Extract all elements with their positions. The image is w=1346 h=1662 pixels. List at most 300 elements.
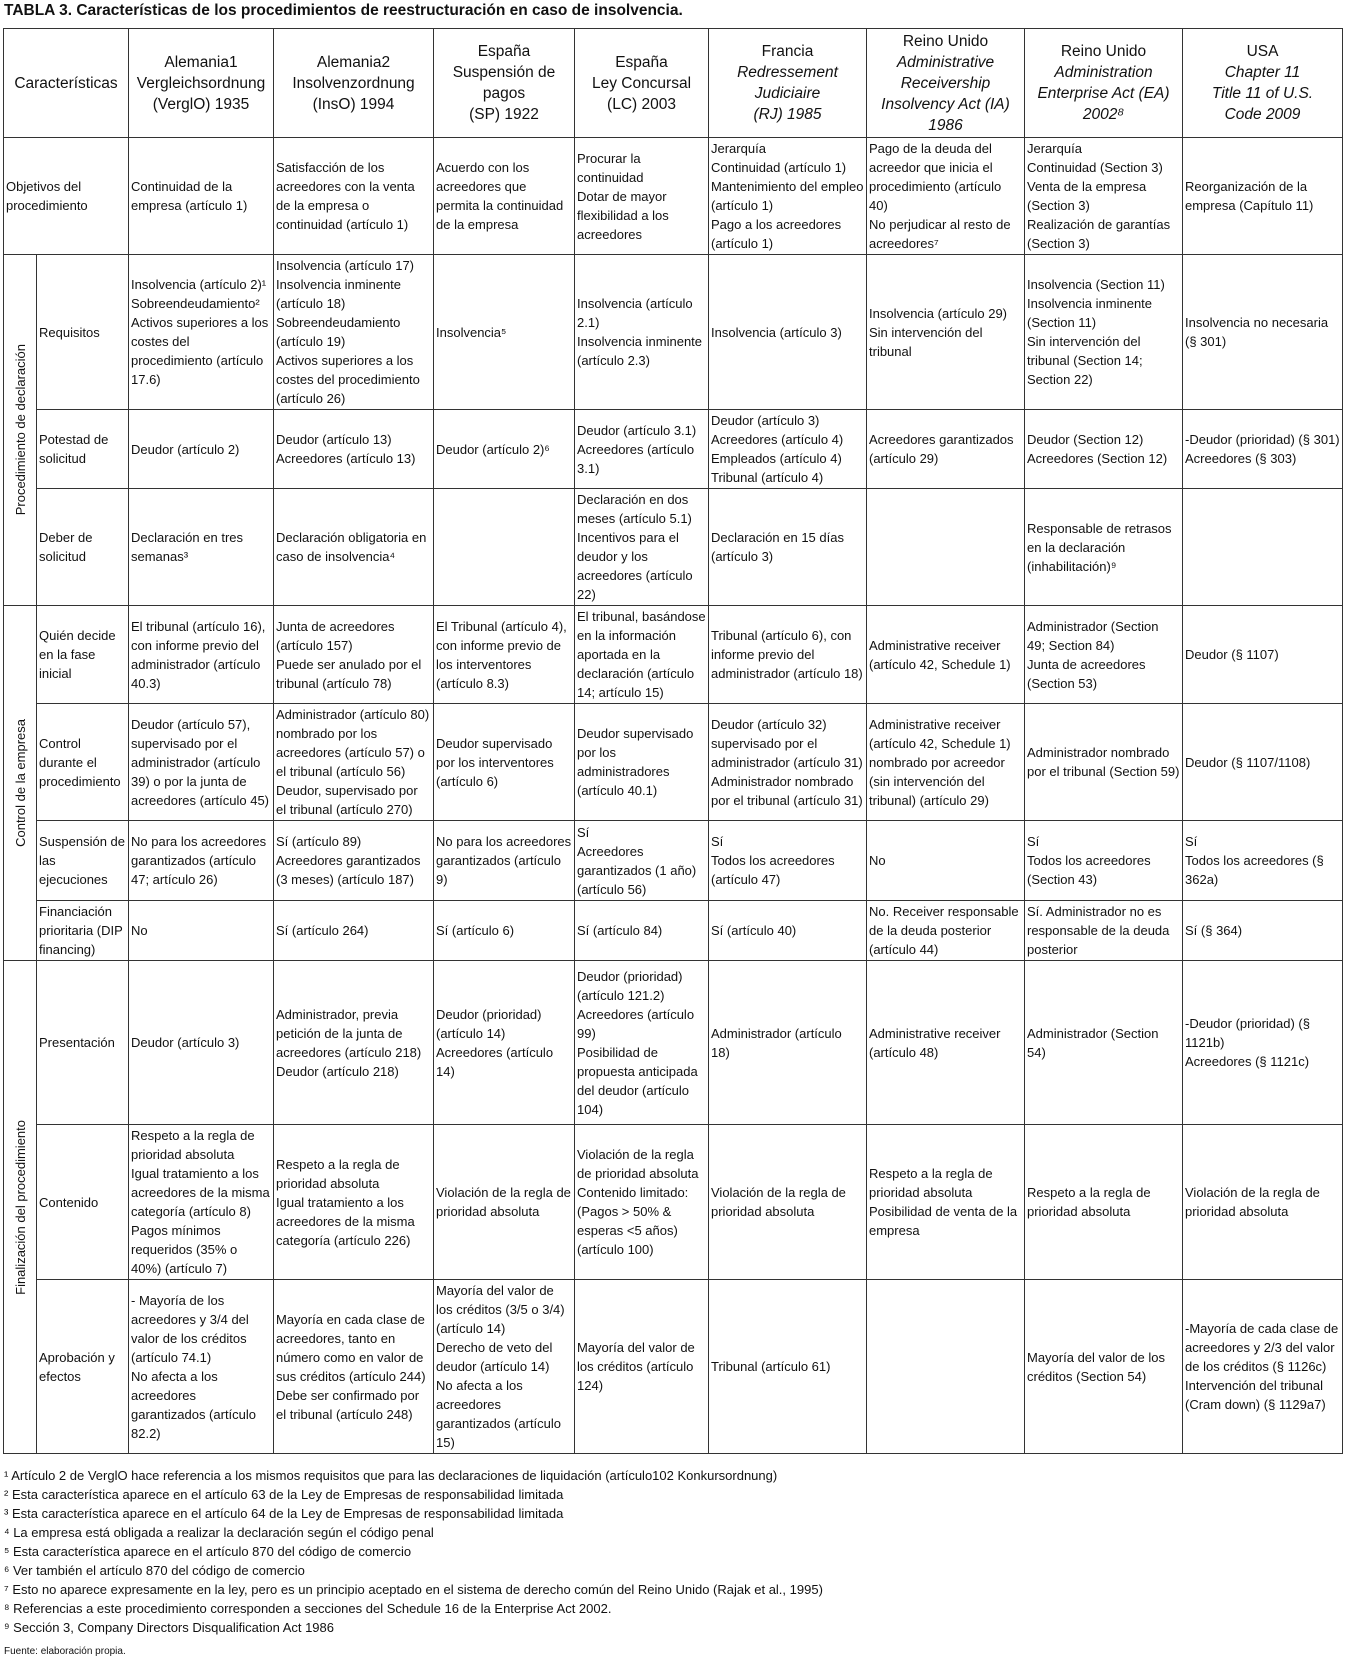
cell-line: Sin intervención del tribunal	[869, 324, 983, 359]
header-line: Francia	[761, 43, 814, 60]
footnote: ³ Esta característica aparece en el artículo 64 de la Ley de Empresas de responsabilidad limitada	[4, 1506, 564, 1521]
cell-line: Contenido limitado: (Pagos > 50% & esperas <5 años) (artículo 100)	[577, 1185, 689, 1257]
cell-line: Administrador, previa petición de la junta de acreedores (artículo 218)	[276, 1006, 422, 1060]
cell-line: Deudor (prioridad) (artículo 121.2)	[577, 968, 683, 1003]
cell-line: Continuidad de la empresa (artículo 1)	[131, 179, 248, 213]
header-col-1	[129, 29, 274, 138]
cell-line: Sí. Administrador no es responsable de la deuda posterior	[1027, 904, 1170, 957]
cell-line: Puede ser anulado por el tribunal (artículo 78)	[276, 656, 422, 691]
table-cell	[575, 704, 709, 821]
cell-line: Deudor (artículo 13)	[276, 432, 392, 447]
table-cell	[274, 606, 434, 704]
header-line: pagos	[482, 85, 526, 102]
table-cell	[129, 821, 274, 901]
table-cell	[1183, 821, 1343, 901]
cell-line: El Tribunal (artículo 4), con informe previo de los interventores (artículo 8.3)	[436, 618, 567, 691]
table-cell	[129, 901, 274, 961]
table-cell	[1183, 606, 1343, 704]
table-cell	[434, 821, 575, 901]
table-cell	[274, 410, 434, 489]
table-cell	[867, 1125, 1025, 1280]
cell-line: Activos superiores a los costes del procedimiento (artículo 26)	[276, 353, 420, 406]
cell-line: Jerarquía	[1027, 141, 1082, 156]
table-cell	[274, 961, 434, 1125]
table-cell	[709, 1280, 867, 1454]
table-cell	[1025, 606, 1183, 704]
header-line: España	[477, 43, 531, 60]
row-label: Control durante el procedimiento	[37, 704, 129, 821]
cell-line: Violación de la regla de prioridad absoluta	[577, 1147, 699, 1181]
cell-line: Pago a los acreedores (artículo 1)	[711, 217, 842, 251]
table-cell	[709, 606, 867, 704]
table-cell	[129, 138, 274, 255]
table-cell	[1183, 489, 1343, 606]
cell-line: Deudor (artículo 3)	[131, 1035, 240, 1050]
table-row	[4, 255, 1343, 410]
table-cell	[575, 821, 709, 901]
header-line: (VerglO) 1935	[152, 95, 250, 113]
table-cell	[867, 821, 1025, 901]
cell-line: Insolvencia (artículo 2.1)	[577, 296, 693, 330]
cell-line: Insolvencia inminente (artículo 18)	[276, 277, 402, 311]
table-cell	[575, 138, 709, 255]
cell-line: Empleados (artículo 4)	[711, 451, 842, 466]
cell-line: Tribunal (artículo 61)	[711, 1359, 831, 1374]
header-line: Alemania1	[164, 53, 238, 71]
table-cell	[709, 255, 867, 410]
row-label: Presentación	[37, 961, 129, 1125]
cell-line: Deudor (artículo 3)	[711, 413, 820, 428]
table-cell	[1025, 255, 1183, 410]
table-cell	[274, 821, 434, 901]
table-cell	[575, 410, 709, 489]
cell-line: Sí (artículo 89)	[276, 834, 362, 849]
cell-line: -Deudor (prioridad) (§ 301)	[1185, 432, 1340, 447]
header-line: Alemania2	[316, 53, 391, 71]
footnote: ⁵ Esta característica aparece en el artículo 870 del código de comercio	[4, 1544, 412, 1559]
cell-line: Respeto a la regla de prioridad absoluta	[869, 1166, 993, 1200]
cell-line: Reorganización de la empresa (Capítulo 11)	[1185, 179, 1314, 213]
cell-line: Tribunal (artículo 6), con informe previo del administrador (artículo 18)	[711, 628, 863, 681]
header-col-3	[434, 29, 575, 138]
table-row	[4, 1280, 1343, 1454]
table-cell	[129, 704, 274, 821]
table-row	[4, 410, 1343, 489]
cell-line: Deudor (§ 1107/1108)	[1185, 754, 1311, 770]
table-cell	[434, 1125, 575, 1280]
cell-line: El tribunal, basándose en la información aportada en la declaración (artículo 14; artículo 15)	[577, 609, 706, 700]
table-row	[4, 961, 1343, 1125]
group-label-text: Finalización del procedimiento	[12, 1119, 28, 1295]
cell-line: No	[131, 923, 148, 938]
cell-line: Sí	[1185, 834, 1198, 849]
cell-line: Acreedores (Section 12)	[1027, 451, 1168, 466]
table-cell	[1183, 1125, 1343, 1280]
table-header-row	[4, 29, 1343, 138]
cell-line: Igual tratamiento a los acreedores de la misma categoría (artículo 8)	[131, 1166, 270, 1219]
cell-line: Responsable de retrasos en la declaración (inhabilitación)⁹	[1027, 520, 1172, 574]
cell-line: Administrative receiver (artículo 42, Schedule 1)	[869, 637, 1011, 672]
footnote: ⁸ Referencias a este procedimiento corresponden a secciones del Schedule 16 de la Enterprise Act 2002.	[4, 1601, 612, 1616]
cell-line: Continuidad (Section 3)	[1027, 160, 1163, 175]
table-cell	[274, 1125, 434, 1280]
cell-line: Insolvencia inminente (artículo 2.3)	[577, 334, 703, 368]
table-cell	[1183, 1280, 1343, 1454]
table-cell	[867, 901, 1025, 961]
cell-line: Insolvencia no necesaria (§ 301)	[1185, 315, 1329, 349]
header-line: Insolvenzordnung	[292, 74, 415, 92]
cell-line: Declaración obligatoria en caso de insolvencia⁴	[276, 530, 427, 564]
cell-line: Acreedores (artículo 14)	[436, 1044, 554, 1079]
cell-line: Sí	[577, 824, 590, 840]
table-cell	[867, 1280, 1025, 1454]
cell-line: Administrative receiver (artículo 48)	[869, 1025, 1001, 1060]
header-line: España	[615, 53, 668, 71]
cell-line: Mayoría del valor de los créditos (3/5 o 3/4)(artículo 14)	[436, 1283, 565, 1336]
header-line: Redressement	[737, 64, 838, 81]
cell-line: Sobreendeudamiento (artículo 19)	[276, 315, 401, 349]
cell-line: Violación de la regla de prioridad absoluta	[711, 1185, 846, 1219]
header-line: Vergleichsordnung	[136, 74, 266, 92]
table-cell	[867, 255, 1025, 410]
table-cell	[1025, 138, 1183, 255]
row-label: Financiación prioritaria (DIP financing)	[37, 901, 129, 961]
cell-line: Administrador nombrado por el tribunal (artículo 31)	[711, 773, 863, 808]
table-cell	[1025, 704, 1183, 821]
cell-line: Deudor (§ 1107)	[1185, 647, 1279, 662]
table-cell	[1183, 255, 1343, 410]
cell-line: Tribunal (artículo 4)	[711, 470, 824, 485]
table-cell	[274, 138, 434, 255]
header-line: Ley Concursal	[591, 74, 692, 92]
footnote: ⁷ Esto no aparece expresamente en la ley, pero es un principio aceptado en el sistema de derecho común del Reino Unido (Rajak et al., 1995)	[4, 1582, 823, 1597]
table-cell	[1025, 1280, 1183, 1454]
cell-line: Insolvencia inminente (Section 11)	[1027, 296, 1153, 330]
cell-line: Respeto a la regla de prioridad absoluta	[276, 1156, 400, 1191]
table-cell	[575, 961, 709, 1125]
header-col-4	[575, 29, 709, 138]
cell-line: Acreedores (§ 1121c)	[1185, 1054, 1310, 1069]
table-cell	[129, 410, 274, 489]
cell-line: Administrador (artículo 18)	[711, 1025, 842, 1060]
header-col-5	[709, 29, 867, 138]
header-line: (InsO) 1994	[312, 95, 395, 113]
cell-line: Insolvencia (artículo 2)¹	[131, 277, 267, 292]
cell-line: Deudor (artículo 3.1)	[577, 422, 697, 438]
cell-line: -Mayoría de cada clase de acreedores y 2/3 del valor de los créditos (§ 1126c)	[1185, 1321, 1339, 1374]
table-cell	[867, 489, 1025, 606]
header-line: Reino Unido	[902, 32, 989, 50]
header-col-6	[867, 29, 1025, 138]
table-body	[4, 138, 1343, 1454]
footnote: ¹ Artículo 2 de VerglO hace referencia a los mismos requisitos que para las declaraciones de liquidación (artículo102 Konkursordnung)	[4, 1468, 778, 1483]
table-cell	[434, 255, 575, 410]
cell-line: Sí (§ 364)	[1185, 923, 1243, 938]
table-cell	[575, 489, 709, 606]
cell-line: Deudor (artículo 32) supervisado por el administrador (artículo 31)	[711, 716, 863, 770]
header-line: Enterprise Act (EA)	[1037, 85, 1170, 102]
cell-line: Administrador (artículo 80) nombrado por los acreedores (artículo 57) o el tribunal (artículo 56)	[276, 707, 430, 779]
table-cell	[129, 489, 274, 606]
cell-line: Declaración en tres semanas³	[131, 530, 243, 564]
header-line: USA	[1246, 43, 1279, 60]
row-label: Potestad de solicitud	[37, 410, 129, 489]
table-cell	[129, 1280, 274, 1454]
row-label: Objetivos del procedimiento	[4, 138, 129, 255]
row-label: Requisitos	[37, 255, 129, 410]
cell-line: No perjudicar al resto de acreedores⁷	[869, 217, 1011, 251]
cell-line: Derecho de veto del deudor (artículo 14)	[436, 1340, 553, 1374]
cell-line: Violación de la regla de prioridad absoluta	[436, 1185, 571, 1219]
header-line: (LC) 2003	[607, 95, 676, 113]
cell-line: Deudor supervisado por los administradores (artículo 40.1)	[577, 726, 694, 798]
table-cell	[1183, 704, 1343, 821]
group-label-control	[4, 606, 37, 961]
row-label: Suspensión de las ejecuciones	[37, 821, 129, 901]
table-title: TABLA 3. Características de los procedimientos de reestructuración en caso de insolvencia.	[4, 2, 683, 19]
cell-line: Junta de acreedores (Section 53)	[1027, 656, 1146, 691]
cell-line: Mayoría en cada clase de acreedores, tanto en número como en valor de sus créditos (artículo 244)	[276, 1311, 426, 1384]
cell-line: Sí	[1027, 834, 1040, 849]
group-label-text: Control de la empresa	[12, 719, 28, 847]
table-cell	[434, 901, 575, 961]
cell-line: Incentivos para el deudor y los acreedores (artículo 22)	[577, 530, 693, 602]
cell-line: Respeto a la regla de prioridad absoluta	[131, 1128, 255, 1162]
table-cell	[129, 1125, 274, 1280]
cell-line: Insolvencia⁵	[436, 324, 507, 340]
table-cell	[709, 961, 867, 1125]
table-cell	[709, 901, 867, 961]
header-col-7	[1025, 29, 1183, 138]
cell-line: Jerarquía	[711, 141, 766, 156]
footnote: ⁴ La empresa está obligada a realizar la declaración según el código penal	[4, 1525, 434, 1540]
header-col-2	[274, 29, 434, 138]
cell-line: Continuidad (artículo 1)	[711, 160, 847, 175]
cell-line: Realización de garantías (Section 3)	[1027, 217, 1171, 251]
header-line: Reino Unido	[1060, 43, 1147, 60]
header-line: Code 2009	[1224, 106, 1301, 123]
cell-line: Deudor (prioridad) (artículo 14)	[436, 1006, 542, 1041]
table-cell	[129, 255, 274, 410]
table-cell	[1183, 138, 1343, 255]
table-cell	[274, 1280, 434, 1454]
header-line: Suspensión de	[452, 64, 556, 81]
cell-line: Todos los acreedores (§ 362a)	[1185, 853, 1324, 887]
table-row	[4, 1125, 1343, 1280]
cell-line: Acreedores (artículo 13)	[276, 451, 416, 466]
characteristics-table	[3, 28, 1343, 1454]
cell-line: No para los acreedores garantizados (artículo 9)	[436, 834, 572, 887]
cell-line: Acreedores (artículo 99)	[577, 1006, 695, 1041]
table-cell	[867, 704, 1025, 821]
cell-line: Sin intervención del tribunal (Section 14; Section 22)	[1027, 334, 1143, 387]
cell-line: - Mayoría de los acreedores y 3/4 del valor de los créditos (artículo 74.1)	[131, 1292, 249, 1365]
header-col-8	[1183, 29, 1343, 138]
group-label-text: Procedimiento de declaración	[12, 344, 28, 516]
cell-line: Igual tratamiento a los acreedores de la misma categoría (artículo 226)	[276, 1194, 415, 1248]
cell-line: Administrador nombrado por el tribunal (Section 59)	[1027, 745, 1180, 779]
cell-line: Insolvencia (artículo 17)	[276, 258, 415, 273]
cell-line: Posibilidad de venta de la empresa	[869, 1204, 1018, 1238]
table-cell	[434, 489, 575, 606]
cell-line: Administrador (Section 49; Section 84)	[1027, 618, 1159, 653]
table-cell	[434, 961, 575, 1125]
header-line: Administrative	[896, 53, 995, 71]
cell-line: Sobreendeudamiento²	[131, 296, 260, 311]
source-note: Fuente: elaboración propia.	[4, 1646, 126, 1657]
cell-line: No. Receiver responsable de la deuda posterior (artículo 44)	[869, 904, 1019, 957]
header-characteristics: Características	[4, 29, 129, 138]
table-cell	[709, 704, 867, 821]
cell-line: No afecta a los acreedores garantizados (artículo 15)	[436, 1378, 562, 1450]
cell-line: Insolvencia (artículo 29)	[869, 305, 1008, 321]
table-cell	[1025, 489, 1183, 606]
table-row	[4, 704, 1343, 821]
cell-line: Acreedores (artículo 4)	[711, 432, 844, 447]
table-cell	[1183, 901, 1343, 961]
cell-line: Pago de la deuda del acreedor que inicia el procedimiento (artículo 40)	[869, 141, 1002, 213]
cell-line: No afecta a los acreedores garantizados (artículo 82.2)	[131, 1368, 257, 1441]
cell-line: Deudor supervisado por los interventores (artículo 6)	[436, 735, 554, 789]
cell-line: Administrador (Section 54)	[1027, 1025, 1159, 1060]
table-cell	[434, 138, 575, 255]
table-cell	[867, 606, 1025, 704]
group-label-declaracion	[4, 255, 37, 606]
table-cell	[575, 1125, 709, 1280]
header-line: Title 11 of U.S.	[1211, 85, 1314, 102]
cell-line: Dotar de mayor flexibilidad a los acreedores	[577, 188, 669, 242]
footnote: ⁶ Ver también el artículo 870 del código de comercio	[4, 1563, 305, 1578]
cell-line: Deudor (artículo 2)⁶	[436, 441, 550, 457]
table-cell	[709, 138, 867, 255]
cell-line: Acuerdo con los acreedores que permita la continuidad de la empresa	[436, 160, 564, 232]
table-row	[4, 489, 1343, 606]
table-row	[4, 821, 1343, 901]
table-cell	[867, 961, 1025, 1125]
cell-line: Acreedores garantizados (artículo 29)	[869, 432, 1014, 466]
footnote: ² Esta característica aparece en el artículo 63 de la Ley de Empresas de responsabilidad limitada	[4, 1487, 564, 1502]
cell-line: Deudor (Section 12)	[1027, 432, 1144, 447]
cell-line: Insolvencia (Section 11)	[1027, 277, 1165, 292]
table-row	[4, 606, 1343, 704]
cell-line: Junta de acreedores (artículo 157)	[276, 618, 395, 653]
cell-line: Declaración en 15 días (artículo 3)	[711, 530, 844, 564]
cell-line: No	[869, 853, 886, 868]
cell-line: Insolvencia (artículo 3)	[711, 324, 842, 340]
cell-line: Violación de la regla de prioridad absoluta	[1185, 1185, 1320, 1219]
cell-line: Sí (artículo 264)	[276, 923, 369, 938]
cell-line: Acreedores garantizados (1 año) (artículo 56)	[577, 843, 697, 897]
cell-line: Debe ser confirmado por el tribunal (artículo 248)	[276, 1387, 420, 1422]
cell-line: Sí	[711, 834, 724, 849]
cell-line: Respeto a la regla de prioridad absoluta	[1027, 1185, 1151, 1219]
cell-line: Sí (artículo 84)	[577, 923, 663, 938]
header-line: Receivership	[900, 74, 991, 92]
table-cell	[274, 704, 434, 821]
header-line: (SP) 1922	[469, 106, 539, 123]
cell-line: Mayoría del valor de los créditos (Section 54)	[1027, 1349, 1166, 1384]
cell-line: Administrative receiver (artículo 42, Schedule 1) nombrado por acreedor (sin intervención del tribunal) (artículo 29)	[869, 716, 1011, 808]
table-cell	[575, 255, 709, 410]
table-cell	[709, 1125, 867, 1280]
table-row	[4, 901, 1343, 961]
table-cell	[867, 410, 1025, 489]
table-cell	[1183, 410, 1343, 489]
header-line: (RJ) 1985	[753, 106, 822, 123]
cell-line: Procurar la continuidad	[577, 150, 644, 185]
cell-line: -Deudor (prioridad) (§ 1121b)	[1185, 1016, 1310, 1050]
table-cell	[274, 901, 434, 961]
group-label-finalizacion	[4, 961, 37, 1454]
cell-line: Venta de la empresa (Section 3)	[1027, 179, 1147, 213]
header-line: 2002⁸	[1082, 106, 1125, 123]
cell-line: Mayoría del valor de los créditos (artículo 124)	[577, 1340, 695, 1393]
table-cell	[434, 410, 575, 489]
table-cell	[709, 821, 867, 901]
cell-line: Acreedores garantizados (3 meses) (artículo 187)	[276, 853, 421, 887]
table-cell	[709, 489, 867, 606]
row-label: Deber de solicitud	[37, 489, 129, 606]
cell-line: Intervención del tribunal (Cram down) (§ 1129a7)	[1185, 1378, 1326, 1412]
table-cell	[1025, 410, 1183, 489]
header-line: 1986	[928, 116, 963, 134]
table-cell	[434, 1280, 575, 1454]
cell-line: Declaración en dos meses (artículo 5.1)	[577, 492, 692, 526]
cell-line: Activos superiores a los costes del procedimiento (artículo 17.6)	[131, 315, 269, 387]
cell-line: Deudor (artículo 57), supervisado por el administrador (artículo 39) o por la junta de acreedores (artículo 45)	[131, 716, 270, 808]
footnotes	[4, 1466, 823, 1637]
table-cell	[129, 961, 274, 1125]
cell-line: Sí (artículo 6)	[436, 923, 515, 938]
cell-line: Posibilidad de propuesta anticipada del deudor (artículo 104)	[577, 1044, 698, 1117]
cell-line: No para los acreedores garantizados (artículo 47; artículo 26)	[131, 834, 267, 887]
header-line: Administration	[1054, 64, 1153, 81]
cell-line: Deudor (artículo 2)	[131, 441, 240, 457]
cell-line: Sí (artículo 40)	[711, 923, 797, 938]
cell-line: Deudor, supervisado por el tribunal (artículo 270)	[276, 783, 418, 817]
table-cell	[709, 410, 867, 489]
cell-line: Deudor (artículo 218)	[276, 1063, 399, 1079]
header-line: Insolvency Act (IA)	[881, 95, 1010, 113]
header-line: Judiciaire	[754, 85, 821, 102]
cell-line: Acreedores (artículo 3.1)	[577, 441, 695, 476]
cell-line: Acreedores (§ 303)	[1185, 451, 1297, 466]
footnote: ⁹ Sección 3, Company Directors Disqualification Act 1986	[4, 1620, 335, 1635]
table-cell	[575, 606, 709, 704]
cell-line: Todos los acreedores (artículo 47)	[711, 853, 835, 887]
table-cell	[129, 606, 274, 704]
table-cell	[1025, 961, 1183, 1125]
table-cell	[434, 704, 575, 821]
cell-line: Todos los acreedores (Section 43)	[1027, 853, 1151, 887]
header-line: Chapter 11	[1224, 64, 1301, 81]
table-cell	[1183, 961, 1343, 1125]
cell-line: Mantenimiento del empleo (artículo 1)	[711, 179, 864, 213]
table-cell	[274, 255, 434, 410]
table-cell	[1025, 1125, 1183, 1280]
table-cell	[274, 489, 434, 606]
row-label: Quién decide en la fase inicial	[37, 606, 129, 704]
row-label: Contenido	[37, 1125, 129, 1280]
table-cell	[1025, 901, 1183, 961]
table-row	[4, 138, 1343, 255]
table-cell	[867, 138, 1025, 255]
cell-line: El tribunal (artículo 16), con informe previo del administrador (artículo 40.3)	[131, 618, 266, 691]
table-cell	[1025, 821, 1183, 901]
table-cell	[575, 1280, 709, 1454]
cell-line: Pagos mínimos requeridos (35% o 40%) (artículo 7)	[131, 1223, 238, 1276]
table-cell	[434, 606, 575, 704]
